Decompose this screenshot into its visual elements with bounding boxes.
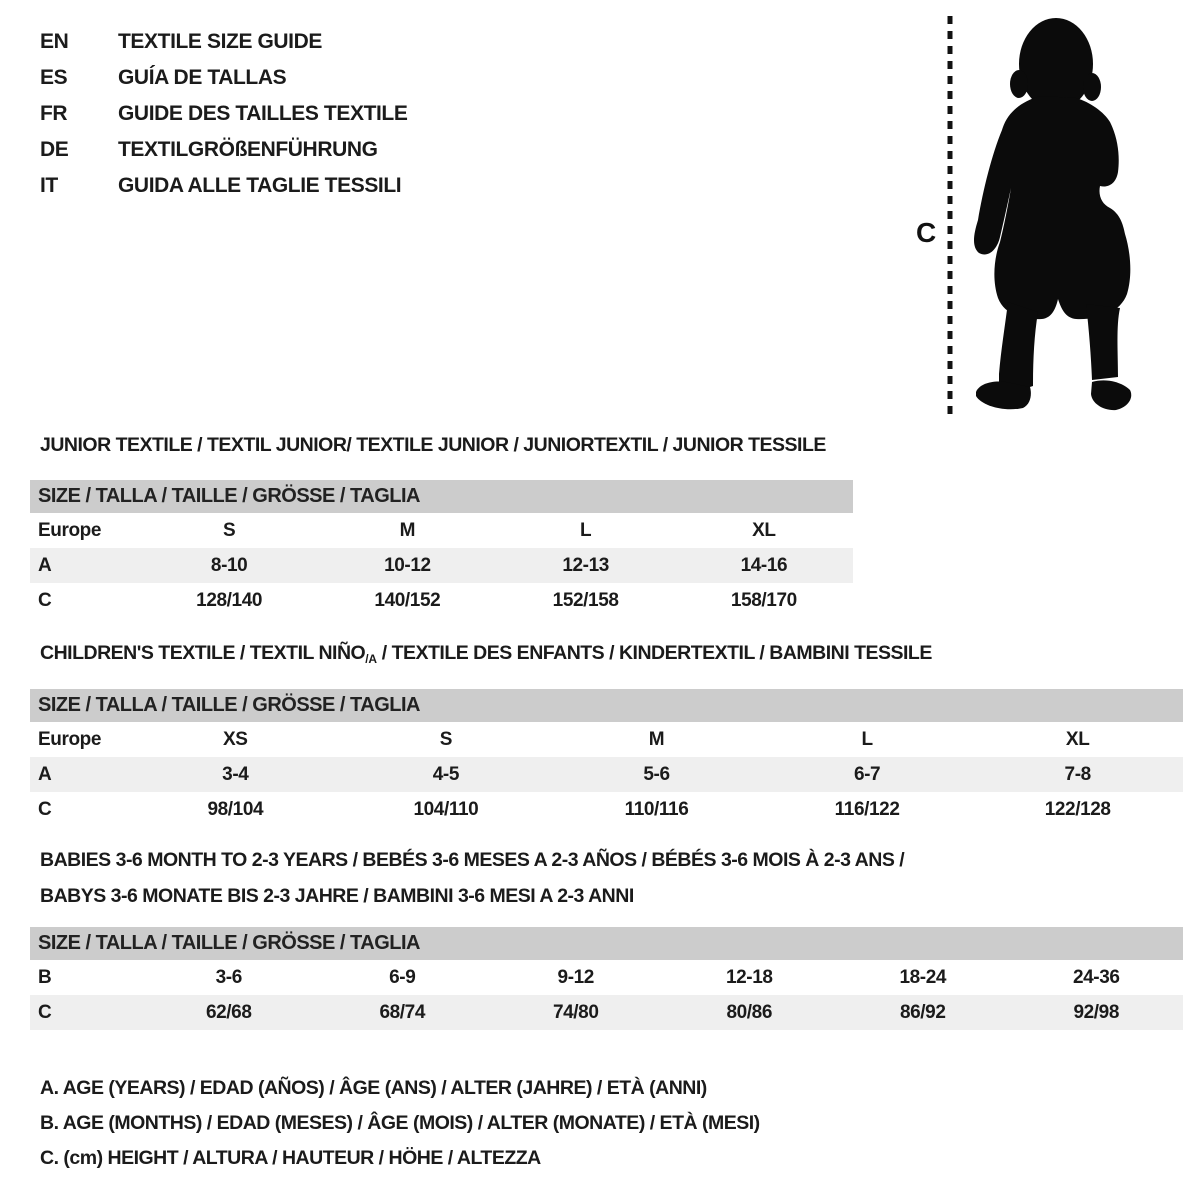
- size-value-cell: 140/152: [374, 589, 441, 611]
- row-label-cell: A: [38, 763, 52, 785]
- children-title-sub: /A: [365, 652, 377, 666]
- children-title-post: / TEXTILE DES ENFANTS / KINDERTEXTIL / BAMBINI TESSILE: [376, 642, 932, 664]
- junior-section-title: JUNIOR TEXTILE / TEXTIL JUNIOR/ TEXTILE JUNIOR / JUNIORTEXTIL / JUNIOR TESSILE: [40, 434, 826, 456]
- table-row-age-years: [30, 548, 853, 583]
- legend: [40, 1071, 760, 1176]
- size-value-cell: 6-7: [853, 763, 881, 785]
- language-row: [40, 132, 407, 168]
- size-value-cell: XL: [1065, 728, 1090, 750]
- size-value-cell: 74/80: [552, 1001, 599, 1023]
- baby-toddler-silhouette-icon: [974, 18, 1131, 410]
- row-label-cell: C: [38, 1001, 52, 1023]
- size-guide-figure: [880, 0, 1200, 430]
- size-value-cell: S: [222, 519, 236, 541]
- table-row-height: [30, 792, 1183, 827]
- language-list: [40, 24, 407, 204]
- size-value-cell: 5-6: [643, 763, 670, 785]
- language-row: [40, 96, 407, 132]
- size-value-cell: L: [861, 728, 873, 750]
- size-value-cell: 116/122: [834, 798, 900, 820]
- children-section-title: [40, 642, 932, 666]
- size-header-bar: SIZE / TALLA / TAILLE / GRÖSSE / TAGLIA: [30, 480, 853, 513]
- children-title-pre: CHILDREN'S TEXTILE / TEXTIL NIÑO: [40, 642, 366, 664]
- size-value-cell: 3-4: [222, 763, 249, 785]
- size-value-cell: 86/92: [899, 1001, 946, 1023]
- size-value-cell: 98/104: [207, 798, 264, 820]
- size-value-cell: 18-24: [899, 966, 947, 988]
- table-row-age-years: [30, 757, 1183, 792]
- size-value-cell: 9-12: [557, 966, 594, 988]
- height-measure-label: C: [916, 217, 937, 248]
- row-label-cell: Europe: [38, 728, 102, 750]
- row-label-cell: Europe: [38, 519, 102, 541]
- size-value-cell: 158/170: [730, 589, 797, 611]
- row-label-cell: B: [38, 966, 52, 988]
- size-value-cell: 122/128: [1044, 798, 1111, 820]
- size-value-cell: M: [648, 728, 665, 750]
- row-label-cell: C: [38, 589, 52, 611]
- size-value-cell: 68/74: [379, 1001, 426, 1023]
- size-value-cell: XS: [223, 728, 248, 750]
- size-value-cell: 7-8: [1064, 763, 1091, 785]
- size-value-cell: 10-12: [384, 554, 431, 576]
- size-value-cell: 80/86: [726, 1001, 773, 1023]
- size-value-cell: 128/140: [196, 589, 263, 611]
- babies-section-title-line1: BABIES 3-6 MONTH TO 2-3 YEARS / BEBÉS 3-6 MESES A 2-3 AÑOS / BÉBÉS 3-6 MOIS À 2-3 ANS /: [40, 849, 905, 871]
- babies-section-title-line2: BABYS 3-6 MONATE BIS 2-3 JAHRE / BAMBINI 3-6 MESI A 2-3 ANNI: [40, 885, 634, 907]
- size-value-cell: 92/98: [1073, 1001, 1120, 1023]
- language-label: GUIDA ALLE TAGLIE TESSILI: [118, 174, 402, 197]
- size-value-cell: 110/116: [624, 798, 689, 820]
- size-value-cell: XL: [752, 519, 776, 541]
- children-size-table: [30, 689, 1183, 827]
- size-value-cell: 12-18: [725, 966, 773, 988]
- size-value-cell: M: [399, 519, 416, 541]
- table-row-europe: [30, 722, 1183, 757]
- language-code: DE: [40, 138, 69, 161]
- size-value-cell: 3-6: [215, 966, 242, 988]
- language-label: GUÍA DE TALLAS: [118, 66, 287, 89]
- size-value-cell: L: [580, 519, 592, 541]
- size-value-cell: 12-13: [562, 554, 609, 576]
- size-value-cell: 24-36: [1072, 966, 1120, 988]
- size-value-cell: 4-5: [432, 763, 460, 785]
- junior-size-table: [30, 480, 853, 618]
- size-header-bar: SIZE / TALLA / TAILLE / GRÖSSE / TAGLIA: [30, 927, 1183, 960]
- language-code: ES: [40, 66, 68, 89]
- row-label-cell: A: [38, 554, 52, 576]
- table-row-height: [30, 583, 853, 618]
- language-row: [40, 168, 407, 204]
- language-label: TEXTILE SIZE GUIDE: [118, 30, 322, 53]
- size-value-cell: 8-10: [210, 554, 248, 576]
- table-row-europe: [30, 513, 853, 548]
- legend-line-age-months: B. AGE (MONTHS) / EDAD (MESES) / ÂGE (MOIS) / ALTER (MONATE) / ETÀ (MESI): [40, 1112, 760, 1134]
- row-label-cell: C: [38, 798, 52, 820]
- size-header-bar: SIZE / TALLA / TAILLE / GRÖSSE / TAGLIA: [30, 689, 1183, 722]
- babies-size-table: [30, 927, 1183, 1030]
- size-value-cell: 6-9: [389, 966, 416, 988]
- table-row-age-months: [30, 960, 1183, 995]
- table-row-height: [30, 995, 1183, 1030]
- language-row: [40, 24, 407, 60]
- language-row: [40, 60, 407, 96]
- size-value-cell: 152/158: [552, 589, 619, 611]
- language-label: GUIDE DES TAILLES TEXTILE: [118, 102, 408, 125]
- size-value-cell: S: [439, 728, 453, 750]
- legend-line-age-years: A. AGE (YEARS) / EDAD (AÑOS) / ÂGE (ANS) / ALTER (JAHRE) / ETÀ (ANNI): [40, 1077, 707, 1099]
- language-code: IT: [40, 174, 58, 197]
- legend-line-height: C. (cm) HEIGHT / ALTURA / HAUTEUR / HÖHE / ALTEZZA: [40, 1147, 541, 1169]
- language-label: TEXTILGRÖßENFÜHRUNG: [118, 138, 378, 161]
- language-code: EN: [40, 30, 69, 53]
- size-value-cell: 104/110: [413, 798, 479, 820]
- size-value-cell: 14-16: [740, 554, 788, 576]
- language-code: FR: [40, 102, 68, 125]
- size-value-cell: 62/68: [205, 1001, 252, 1023]
